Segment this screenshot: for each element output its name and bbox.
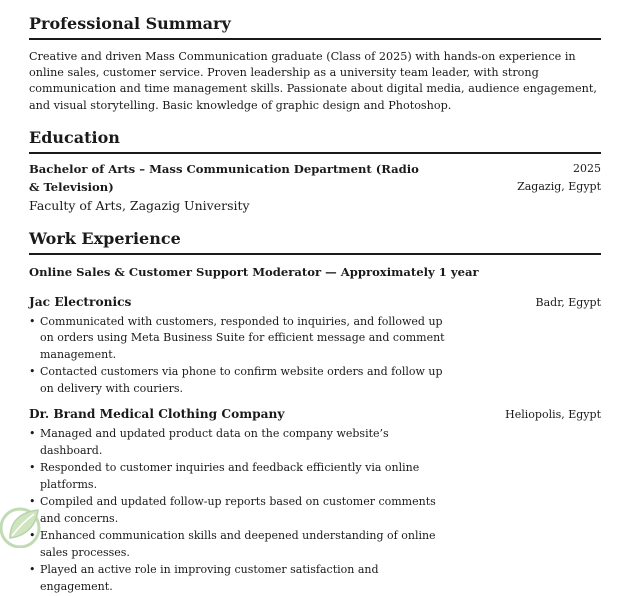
list-item	[29, 528, 449, 561]
company-name: Jac Electronics	[29, 294, 132, 309]
bullet-icon: •	[29, 563, 36, 577]
job-entry	[29, 293, 601, 398]
summary-section	[29, 0, 601, 114]
education-meta	[517, 160, 601, 196]
bullet-icon: •	[29, 529, 36, 543]
list-item	[29, 364, 449, 397]
bullet-text: Played an active role in improving customer satisfaction and engagement.	[40, 563, 379, 593]
company-row	[29, 405, 601, 424]
education-location: Zagazig, Egypt	[517, 179, 601, 193]
leaf-logo-icon	[0, 492, 54, 548]
job-bullet-list	[29, 426, 449, 595]
summary-heading: Professional Summary	[29, 14, 601, 40]
bullet-icon: •	[29, 495, 36, 509]
bullet-icon: •	[29, 314, 36, 328]
company-location: Badr, Egypt	[535, 295, 601, 309]
company-row	[29, 293, 601, 312]
company-name: Dr. Brand Medical Clothing Company	[29, 407, 285, 422]
summary-paragraph: Creative and driven Mass Communication graduate (Class of 2025) with hands-on experience in online sales, customer service. Proven leadership as a university team leader, with strong communication and time management skills. Passionate about digital media, audience engagement, and visual storytelling. Basic knowledge of graphic design and Photoshop.	[29, 50, 597, 112]
bullet-text: Managed and updated product data on the company website’s dashboard.	[40, 427, 389, 457]
list-item	[29, 460, 449, 493]
company-location: Heliopolis, Egypt	[505, 408, 601, 422]
bullet-text: Responded to customer inquiries and feedback efficiently via online platforms.	[40, 461, 420, 491]
resume-page	[29, 0, 601, 596]
job-entry	[29, 405, 601, 595]
graduation-year: 2025	[573, 161, 601, 175]
job-bullet-list	[29, 314, 449, 398]
work-section	[29, 229, 601, 596]
education-entry	[29, 160, 601, 196]
job-role-title: Online Sales & Customer Support Moderator — Approximately 1 year	[29, 264, 479, 279]
list-item	[29, 426, 449, 459]
list-item	[29, 314, 449, 364]
education-section	[29, 128, 601, 215]
degree-title: Bachelor of Arts – Mass Communication Department (Radio & Television)	[29, 161, 419, 194]
bullet-icon: •	[29, 461, 36, 475]
school-name: Faculty of Arts, Zagazig University	[29, 197, 250, 213]
bullet-text: Compiled and updated follow-up reports based on customer comments and concerns.	[40, 495, 436, 525]
list-item	[29, 562, 449, 595]
bullet-text: Communicated with customers, responded to inquiries, and followed up on orders using Meta Business Suite for efficient message and comment management.	[40, 314, 445, 361]
education-heading: Education	[29, 128, 601, 154]
bullet-icon: •	[29, 365, 36, 379]
bullet-icon: •	[29, 427, 36, 441]
bullet-text: Contacted customers via phone to confirm website orders and follow up on delivery with couriers.	[40, 365, 443, 395]
work-heading: Work Experience	[29, 229, 601, 255]
bullet-text: Enhanced communication skills and deepened understanding of online sales processes.	[40, 529, 436, 559]
list-item	[29, 494, 449, 527]
